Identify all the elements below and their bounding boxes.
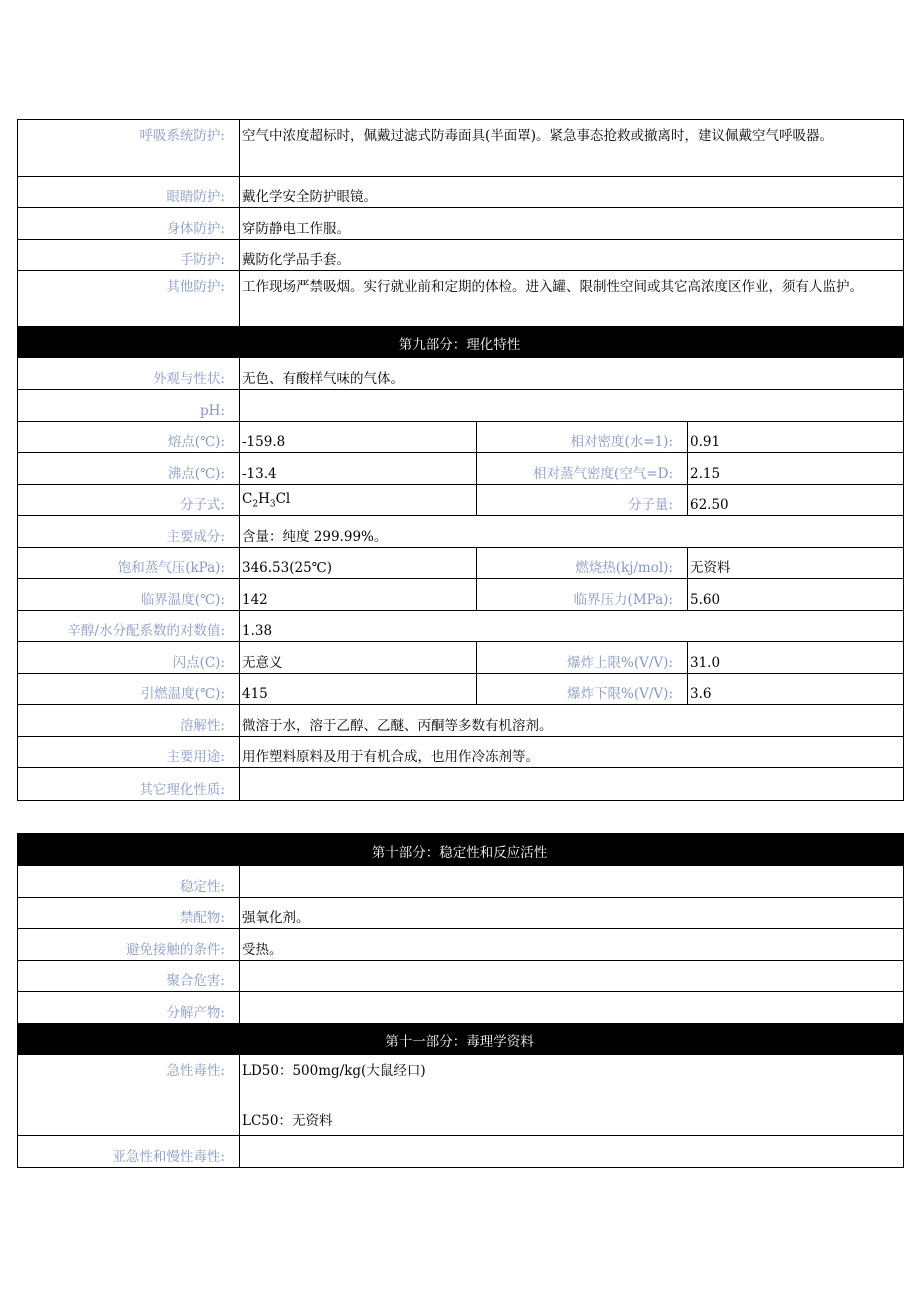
section-header <box>18 327 904 358</box>
respiratory-protection-value: 空气中浓度超标时，佩戴过滤式防毒面具(半面罩)。紧急事态抢救或撤离时，建议佩戴空气呼吸器。 <box>240 120 904 177</box>
ph-value <box>240 390 904 422</box>
appearance-label: 外观与性状: <box>18 358 240 390</box>
relative-density-value: 0.91 <box>688 422 904 453</box>
table-row <box>18 120 904 177</box>
vapor-pressure-label: 饱和蒸气压(kPa): <box>18 548 240 579</box>
lc50-line: LC50：无资料 <box>242 1113 333 1129</box>
upper-explosive-limit-value: 31.0 <box>688 642 904 674</box>
table-row <box>18 271 904 327</box>
table-row <box>18 579 904 611</box>
table-row <box>18 737 904 768</box>
eye-protection-label: 眼睛防护: <box>18 177 240 208</box>
other-properties-value <box>240 768 904 801</box>
table-row <box>18 516 904 548</box>
formula-label: 分子式: <box>18 485 240 516</box>
table-row <box>18 1136 904 1168</box>
other-properties-label: 其它理化性质: <box>18 768 240 801</box>
stability-toxicology-table <box>17 833 904 1168</box>
table-row <box>18 422 904 453</box>
solubility-label: 溶解性: <box>18 705 240 737</box>
subacute-toxicity-label: 亚急性和慢性毒性: <box>18 1136 240 1168</box>
upper-explosive-limit-label: 爆炸上限%(V/V): <box>477 642 688 674</box>
table-row <box>18 390 904 422</box>
table-row <box>18 866 904 898</box>
flash-point-label: 闪点(C): <box>18 642 240 674</box>
table-row <box>18 929 904 961</box>
eye-protection-value: 戴化学安全防护眼镜。 <box>240 177 904 208</box>
incompatible-label: 禁配物: <box>18 898 240 929</box>
body-protection-label: 身体防护: <box>18 208 240 240</box>
logkow-label: 辛醇/水分配系数的对数值: <box>18 611 240 642</box>
logkow-value: 1.38 <box>240 611 904 642</box>
solubility-value: 微溶于水，溶于乙醇、乙醚、丙酮等多数有机溶剂。 <box>240 705 904 737</box>
critical-pressure-label: 临界压力(MPa): <box>477 579 688 611</box>
table-row <box>18 1055 904 1136</box>
table-row <box>18 898 904 929</box>
hand-protection-label: 手防护: <box>18 240 240 271</box>
vapor-density-value: 2.15 <box>688 453 904 485</box>
body-protection-value: 穿防静电工作服。 <box>240 208 904 240</box>
avoid-conditions-label: 避免接触的条件: <box>18 929 240 961</box>
melting-point-label: 熔点(℃): <box>18 422 240 453</box>
appearance-value: 无色、有酸样气味的气体。 <box>240 358 904 390</box>
table-row <box>18 177 904 208</box>
stability-value <box>240 866 904 898</box>
subacute-toxicity-value <box>240 1136 904 1168</box>
other-protection-label: 其他防护: <box>18 271 240 327</box>
other-protection-value: 工作现场严禁吸烟。实行就业前和定期的体检。进入罐、限制性空间或其它高浓度区作业，须有人监护。 <box>240 271 904 327</box>
boiling-point-value: -13.4 <box>240 453 477 485</box>
main-use-value: 用作塑料原料及用于有机合成，也用作冷冻剂等。 <box>240 737 904 768</box>
section-header <box>18 834 904 866</box>
avoid-conditions-value: 受热。 <box>240 929 904 961</box>
table-row <box>18 358 904 390</box>
flash-point-value: 无意义 <box>240 642 477 674</box>
section-header <box>18 1024 904 1055</box>
table-row <box>18 705 904 737</box>
combustion-heat-value: 无资料 <box>688 548 904 579</box>
incompatible-value: 强氧化剂。 <box>240 898 904 929</box>
table-row <box>18 674 904 705</box>
table-row <box>18 485 904 516</box>
lower-explosive-limit-label: 爆炸下限%(V/V): <box>477 674 688 705</box>
combustion-heat-label: 燃烧热(kj/mol): <box>477 548 688 579</box>
main-use-label: 主要用途: <box>18 737 240 768</box>
relative-density-label: 相对密度(水=1): <box>477 422 688 453</box>
critical-pressure-value: 5.60 <box>688 579 904 611</box>
polymerization-value <box>240 961 904 992</box>
ignition-temp-label: 引燃温度(℃): <box>18 674 240 705</box>
acute-toxicity-label: 急性毒性: <box>18 1055 240 1136</box>
component-label: 主要成分: <box>18 516 240 548</box>
vapor-density-label: 相对蒸气密度(空气=D: <box>477 453 688 485</box>
stability-label: 稳定性: <box>18 866 240 898</box>
table-row <box>18 992 904 1024</box>
section10-title: 第十部分：稳定性和反应活性 <box>18 834 904 866</box>
table-row <box>18 961 904 992</box>
decomposition-label: 分解产物: <box>18 992 240 1024</box>
table-row <box>18 208 904 240</box>
critical-temp-value: 142 <box>240 579 477 611</box>
acute-toxicity-value <box>240 1055 904 1136</box>
formula-value: $C_2H_3Cl$ <box>240 485 477 516</box>
melting-point-value: -159.8 <box>240 422 477 453</box>
table-row <box>18 548 904 579</box>
table-row <box>18 642 904 674</box>
section9-title: 第九部分：理化特性 <box>18 327 904 358</box>
ld50-line: LD50：500mg/kg(大鼠经口) <box>242 1063 426 1079</box>
component-value: 含量：纯度 299.99%。 <box>240 516 904 548</box>
ph-label: pH: <box>18 390 240 422</box>
boiling-point-label: 沸点(℃): <box>18 453 240 485</box>
molecular-weight-label: 分子量: <box>477 485 688 516</box>
protection-properties-table <box>17 119 904 801</box>
respiratory-protection-label: 呼吸系统防护: <box>18 120 240 177</box>
critical-temp-label: 临界温度(℃): <box>18 579 240 611</box>
table-row <box>18 768 904 801</box>
table-row <box>18 240 904 271</box>
section11-title: 第十一部分：毒理学资料 <box>18 1024 904 1055</box>
molecular-weight-value: 62.50 <box>688 485 904 516</box>
table-row <box>18 453 904 485</box>
lower-explosive-limit-value: 3.6 <box>688 674 904 705</box>
decomposition-value <box>240 992 904 1024</box>
hand-protection-value: 戴防化学品手套。 <box>240 240 904 271</box>
table-row <box>18 611 904 642</box>
ignition-temp-value: 415 <box>240 674 477 705</box>
vapor-pressure-value: 346.53(25℃) <box>240 548 477 579</box>
polymerization-label: 聚合危害: <box>18 961 240 992</box>
